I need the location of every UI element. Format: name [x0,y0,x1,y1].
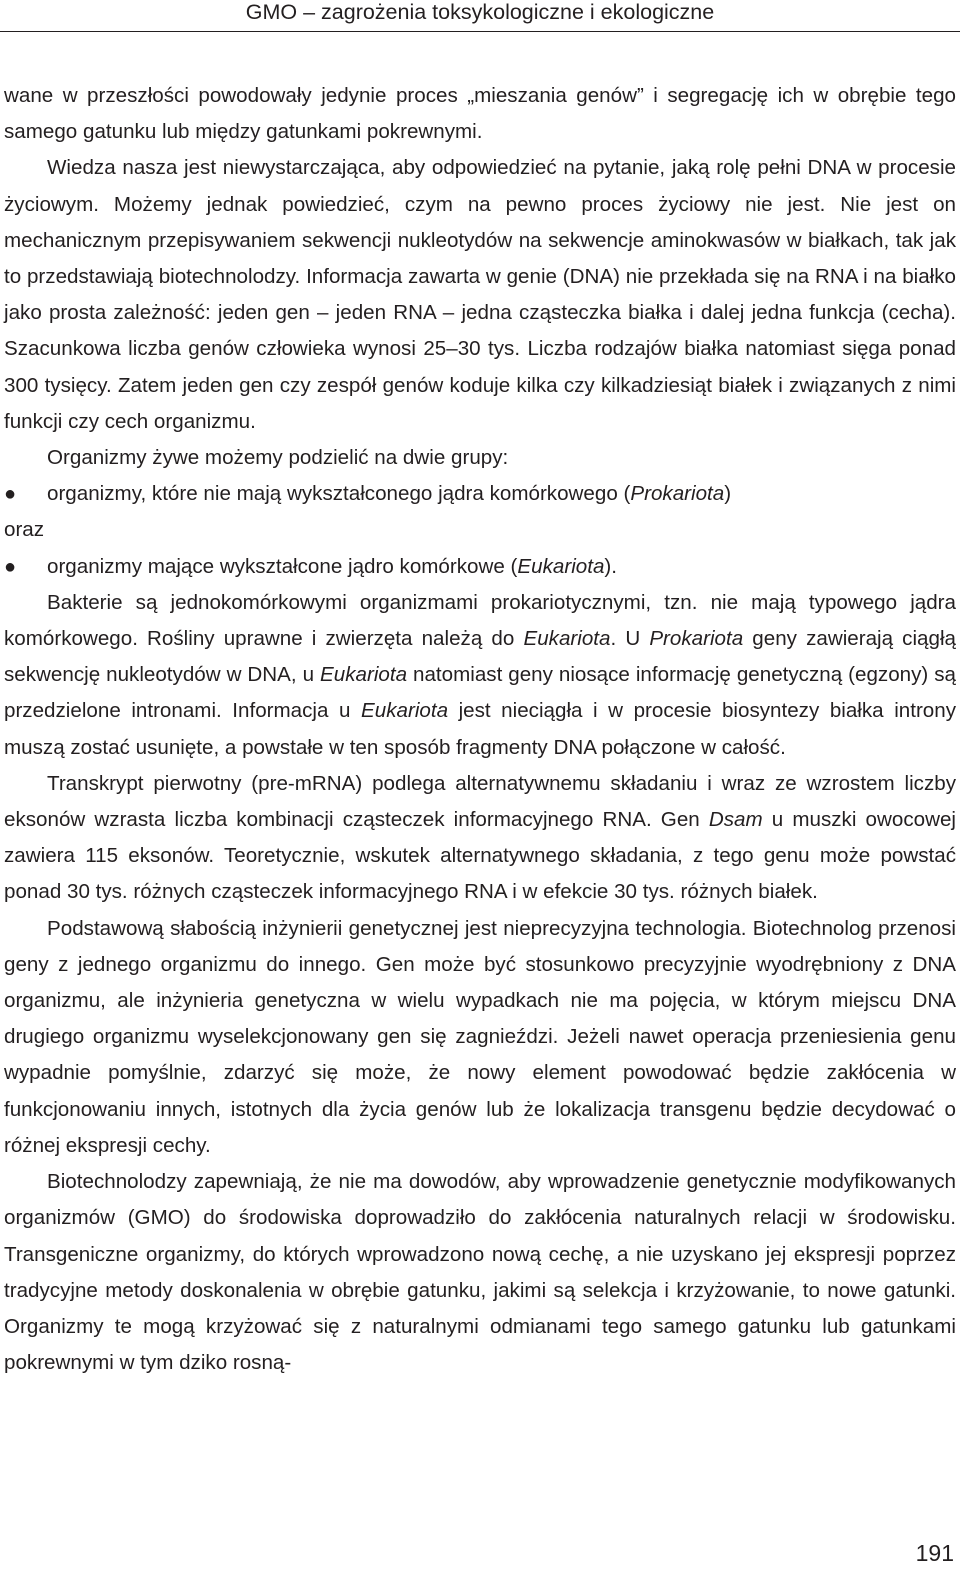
paragraph-2: Wiedza nasza jest niewystarczająca, aby odpowiedzieć na pytanie, jaką rolę pełni DNA w procesie życiowym. Możemy jednak powiedzieć, czym na pewno proces życiowy nie jest. Nie jest on mechanicznym przepisywaniem sekwencji nukleotydów na sekwencje aminokwasów w białkach, tak jak to przedstawiają biotechnolodzy. Informacja zawarta w genie (DNA) nie przekłada się na RNA i na białko jako prosta zależność: jeden gen – jeden RNA – jedna cząsteczka białka i dalej jedna funkcja (cecha). Szacunkowa liczba genów człowieka wynosi 25–30 tys. Liczba rodzajów białka natomiast sięga ponad 300 tysięcy. Zatem jeden gen czy zespół genów koduje kilka czy kilkadziesiąt białek i związanych z nimi funkcji czy cech organizmu. [4,156,956,433]
paragraph-7: Biotechnolodzy zapewniają, że nie ma dowodów, aby wprowadzenie genetycznie modyfikowanych organizmów (GMO) do środowiska doprowadziło do zakłócenia naturalnych relacji w środowisku. Transgeniczne organizmy, do których wprowadzono nową cechę, a nie uzyskano jej ekspresji poprzez tradycyjne metody doskonalenia w obrębie gatunku, jakimi są selekcja i krzyżowanie, to nowe gatunki. Organizmy te mogą krzyżować się z naturalnymi odmianami tego samego gatunku lub gatunkami pokrewnymi w tym dziko rosną- [4,1170,956,1375]
running-header: GMO – zagrożenia toksykologiczne i ekologiczne [245,0,715,24]
header-rule [0,31,960,32]
paragraph-6: Podstawową słabością inżynierii genetycznej jest nieprecyzyjna technologia. Biotechnolog przenosi geny z jednego organizmu do innego. Gen może być stosunkowo precyzyjnie wyodrębniony z DNA organizmu, ale inżynieria genetyczna w wielu wypadkach nie ma pojęcia, w którym miejscu DNA drugiego organizmu wyselekcjonowany gen się zagnieździ. Jeżeli nawet operacja przeniesienia genu wypadnie pomyślnie, zdarzyć się może, że nowy element powodować będzie zakłócenia w funkcjonowaniu innych, istotnych dla życia genów lub że lokalizacja transgenu będzie decydować o różnej ekspresji cechy. [4,916,956,1157]
paragraph-1: wane w przeszłości powodowały jedynie proces „mieszania genów” i segregację ich w obrębie tego samego gatunku lub między gatunkami pokrewnymi. [4,84,956,144]
body-text [4,78,956,1381]
bullet-item-eukariota: ● organizmy mające wykształcone jądro komórkowe (Eukariota). [4,549,956,585]
page-number: 191 [915,1540,954,1566]
bullet-icon: ● [4,483,17,506]
paragraph-5: Transkrypt pierwotny (pre-mRNA) podlega alternatywnemu składaniu i wraz ze wzrostem liczby eksonów wzrasta liczba kombinacji cząsteczek informacyjnego RNA. Gen Dsam u muszki owocowej zawiera 115 eksonów. Teoretycznie, wskutek alternatywnego składania, z tego genu może powstać ponad 30 tys. różnych cząsteczek informacyjnego RNA i w efekcie 30 tys. różnych białek. [4,771,956,904]
paragraph-4: Bakterie są jednokomórkowymi organizmami prokariotycznymi, tzn. nie mają typowego jądra komórkowego. Rośliny uprawne i zwierzęta należą do Eukariota. U Prokariota geny zawierają ciągłą sekwencję nukleotydów w DNA, u Eukariota natomiast geny niosące informację genetyczną (egzony) są przedzielone intronami. Informacja u Eukariota jest nieciągła i w procesie biosyntezy białka introny muszą zostać usunięte, a powstałe w ten sposób fragmenty DNA połączone w całość. [4,590,956,759]
bullet-icon: ● [4,555,17,578]
bullet-item-prokariota: ● organizmy, które nie mają wykształconego jądra komórkowego (Prokariota) [4,476,956,512]
conjunction-oraz: oraz [4,518,45,542]
paragraph-3: Organizmy żywe możemy podzielić na dwie grupy: [47,446,509,470]
